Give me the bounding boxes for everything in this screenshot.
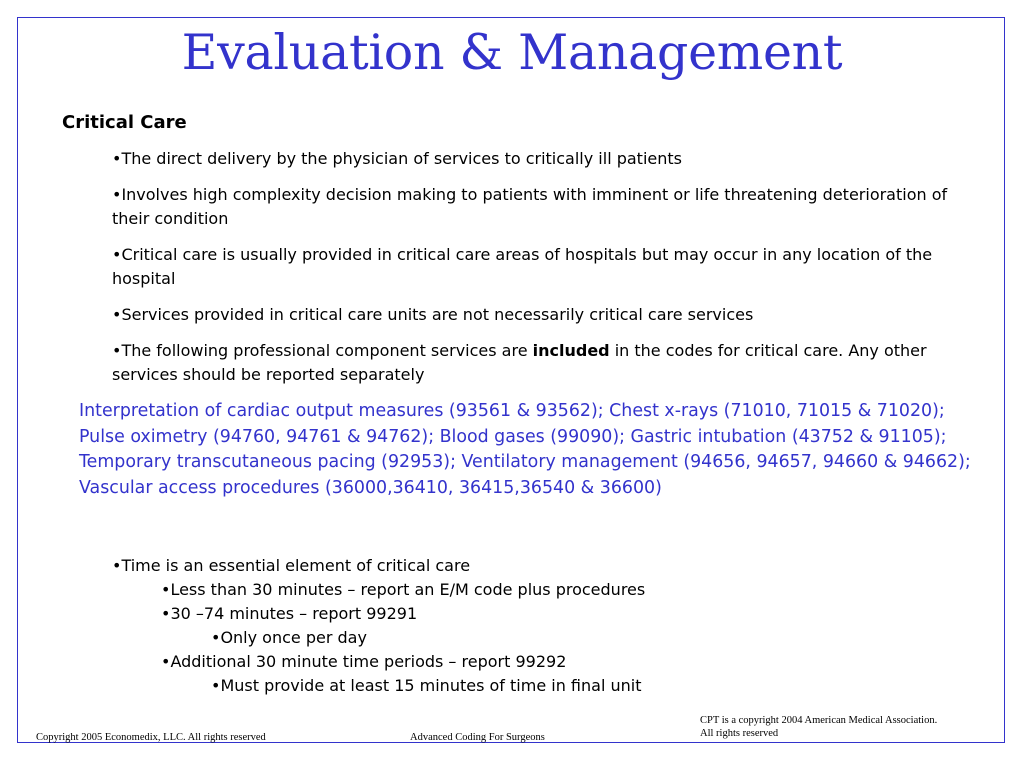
bullet-item-included [112,339,982,387]
slide-title: Evaluation & Management [181,24,843,81]
bullet-text: •The following professional component services are [112,341,533,360]
bullet-item: •Involves high complexity decision making to patients with imminent or life threatening deterioration of their condition [112,185,948,228]
bullet-text: in the codes for critical care. Any other services should be reported separately [112,341,927,384]
time-item: •Only once per day [211,628,367,647]
emphasis-included: included [532,341,610,360]
time-list [112,554,992,698]
footer-copyright: Copyright 2005 Economedix, LLC. All rights reserved [36,732,266,743]
code-group: Vascular access procedures (36000,36410, 36415,36540 & 36600) [79,477,662,498]
time-item: •Must provide at least 15 minutes of time in final unit [211,676,642,695]
time-item: •30 –74 minutes – report 99291 [161,604,418,623]
code-group: Interpretation of cardiac output measures (93561 & 93562); Chest x-rays (71010, 71015 & 71020); [79,401,945,421]
section-heading: Critical Care [62,112,187,133]
included-codes-list [79,399,979,501]
time-item: •Additional 30 minute time periods – report 99292 [161,652,567,671]
code-group: Pulse oximetry (94760, 94761 & 94762); Blood gases (99090); Gastric intubation (43752 & 91105); Temporary transcutaneous pacing (92953); Ventilatory management (94656, 94657, 94660 & 94662); [79,426,971,472]
cpt-notice-line: CPT is a copyright 2004 American Medical Association. [700,715,938,726]
time-item: •Time is an essential element of critical care [112,556,471,575]
bullet-item: •Critical care is usually provided in critical care areas of hospitals but may occur in any location of the hospital [112,245,933,288]
cpt-notice-line: All rights reserved [700,728,779,739]
footer-cpt-notice [700,714,937,740]
bullet-item: •Services provided in critical care units are not necessarily critical care services [112,305,754,324]
time-item: •Less than 30 minutes – report an E/M code plus procedures [161,580,646,599]
footer-course-title: Advanced Coding For Surgeons [410,732,545,743]
bullet-item: •The direct delivery by the physician of services to critically ill patients [112,149,682,168]
bullet-list [112,147,982,399]
